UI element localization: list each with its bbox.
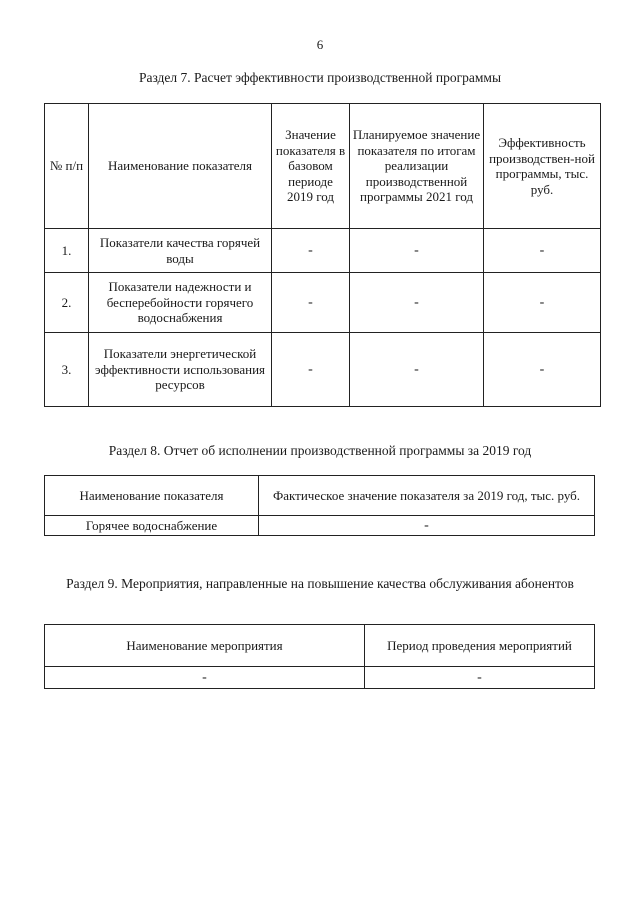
row-planned-value: - — [350, 333, 484, 407]
table-header-row — [45, 625, 595, 667]
row-name: Показатели энергетической эффективности использования ресурсов — [89, 333, 272, 407]
header-planned-value: Планируемое значение показателя по итогам реализации производственной программы 2021 год — [350, 104, 484, 229]
section7-title: Раздел 7. Расчет эффективности производственной программы — [138, 70, 502, 85]
table-row — [45, 667, 595, 689]
row-name: Показатели качества горячей воды — [89, 229, 272, 273]
table-row — [45, 273, 601, 333]
section8-title: Раздел 8. Отчет об исполнении производственной программы за 2019 год — [108, 443, 532, 458]
table-row — [45, 229, 601, 273]
header-base-value: Значение показателя в базовом периоде 2019 год — [272, 104, 350, 229]
row-num: 1. — [45, 229, 89, 273]
header-indicator-name: Наименование показателя — [89, 104, 272, 229]
activities-table — [44, 624, 595, 689]
row-base-value: - — [272, 273, 350, 333]
page-number: 6 — [316, 37, 324, 52]
row-planned-value: - — [350, 273, 484, 333]
row-num: 3. — [45, 333, 89, 407]
row-efficiency: - — [484, 273, 601, 333]
table-header-row — [45, 476, 595, 516]
row-name: Показатели надежности и бесперебойности горячего водоснабжения — [89, 273, 272, 333]
execution-report-table — [44, 475, 595, 536]
header-efficiency: Эффективность производствен-ной программы, тыс. руб. — [484, 104, 601, 229]
header-activity-name: Наименование мероприятия — [45, 625, 365, 667]
row-planned-value: - — [350, 229, 484, 273]
header-num: № п/п — [45, 104, 89, 229]
section9-title: Раздел 9. Мероприятия, направленные на повышение качества обслуживания абонентов — [66, 576, 574, 591]
table-row — [45, 516, 595, 536]
row-name: Горячее водоснабжение — [45, 516, 259, 536]
row-num: 2. — [45, 273, 89, 333]
table-row — [45, 333, 601, 407]
header-actual-value: Фактическое значение показателя за 2019 год, тыс. руб. — [259, 476, 595, 516]
row-actual-value: - — [259, 516, 595, 536]
row-efficiency: - — [484, 333, 601, 407]
row-base-value: - — [272, 229, 350, 273]
row-efficiency: - — [484, 229, 601, 273]
row-activity-name: - — [45, 667, 365, 689]
row-base-value: - — [272, 333, 350, 407]
header-period: Период проведения мероприятий — [365, 625, 595, 667]
header-indicator-name: Наименование показателя — [45, 476, 259, 516]
efficiency-table — [44, 103, 601, 407]
table-header-row — [45, 104, 601, 229]
row-period: - — [365, 667, 595, 689]
